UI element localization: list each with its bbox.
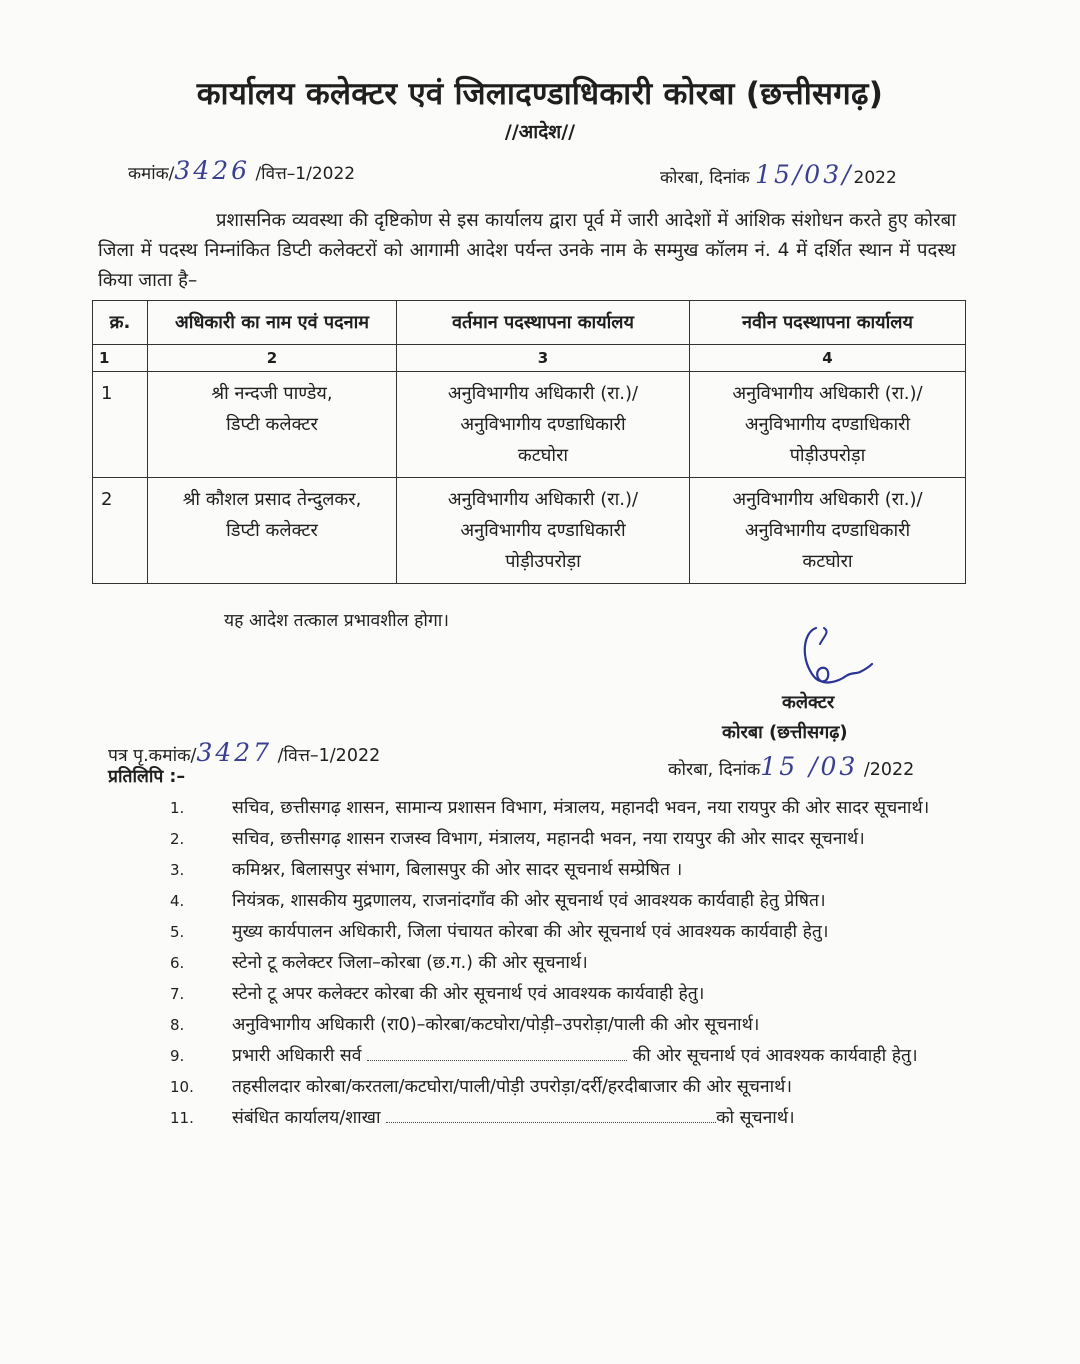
signatory-designation: कलेक्टर (782, 692, 835, 713)
new-posting-cell (690, 372, 966, 478)
copy-date-line (668, 752, 914, 781)
list-item-text (232, 1042, 950, 1070)
new-posting-line: कटघोरा (802, 551, 853, 572)
list-item-text: मुख्य कार्यपालन अधिकारी, जिला पंचायत कोरबा की ओर सूचनार्थ एवं आवश्यक कार्यवाही हेतु। (232, 922, 829, 942)
copy-number-handwritten: 3427 (196, 738, 273, 767)
column-number: 3 (397, 345, 690, 372)
current-posting-cell (397, 372, 690, 478)
officer-cell (148, 372, 397, 478)
current-posting-cell (397, 478, 690, 584)
office-title: कार्यालय कलेक्टर एवं जिलादण्डाधिकारी कोरबा (छत्तीसगढ़) (196, 76, 884, 112)
current-posting-line: अनुविभागीय अधिकारी (रा.)/ (447, 489, 639, 510)
list-item-number: 11. (170, 1109, 194, 1127)
list-item-text: सचिव, छत्तीसगढ़ शासन राजस्व विभाग, मंत्रालय, महानदी भवन, नया रायपुर की ओर सादर सूचनार्थ। (232, 829, 865, 849)
list-item-number: 7. (170, 985, 185, 1003)
list-item-number: 10. (170, 1078, 194, 1096)
table-header-row (93, 301, 966, 345)
list-item-text: नियंत्रक, शासकीय मुद्रणालय, राजनांदगाँव की ओर सूचनार्थ एवं आवश्यक कार्यवाही हेतु प्रेषित। (232, 891, 826, 911)
order-number-suffix: /वित्त–1/2022 (255, 164, 356, 184)
officer-cell (148, 478, 397, 584)
order-date-line (660, 160, 897, 189)
officer-name: श्री नन्दजी पाण्डेय, (211, 383, 333, 404)
copy-heading: प्रतिलिपि :– (108, 767, 186, 787)
list-item-number: 8. (170, 1016, 185, 1034)
order-place-date-label: कोरबा, दिनांक (660, 168, 750, 188)
list-item-number: 5. (170, 923, 185, 941)
list-item (170, 1104, 950, 1132)
list-item (170, 918, 950, 946)
copy-place-date-label: कोरबा, दिनांक (668, 760, 761, 780)
header-new-posting: नवीन पदस्थापना कार्यालय (690, 301, 966, 345)
officer-designation: डिप्टी कलेक्टर (226, 520, 318, 541)
list-item-text: तहसीलदार कोरबा/करतला/कटघोरा/पाली/पोड़ी उपरोड़ा/दर्री/हरदीबाजार की ओर सूचनार्थ। (232, 1077, 792, 1097)
list-item (170, 794, 950, 822)
fill-in-blank (367, 1046, 627, 1061)
copy-number-line (108, 738, 380, 767)
list-item (170, 949, 950, 977)
list-item-text: अनुविभागीय अधिकारी (रा0)–कोरबा/कटघोरा/पोड़ी–उपरोड़ा/पाली की ओर सूचनार्थ। (232, 1015, 760, 1035)
new-posting-line: पोड़ीउपरोड़ा (789, 445, 866, 466)
header-current-posting: वर्तमान पदस्थापना कार्यालय (397, 301, 690, 345)
list-item-text-start: प्रभारी अधिकारी सर्व (232, 1046, 362, 1066)
order-number-line (128, 156, 355, 185)
list-item-number: 4. (170, 892, 185, 910)
list-item-text: सचिव, छत्तीसगढ़ शासन, सामान्य प्रशासन विभाग, मंत्रालय, महानदी भवन, नया रायपुर की ओर सादर सूचनार्थ। (232, 798, 930, 818)
copy-distribution-list (170, 794, 950, 1135)
order-number-prefix: कमांक/ (128, 164, 175, 184)
order-number-handwritten: 3426 (174, 156, 251, 185)
list-item-number: 3. (170, 861, 185, 879)
row-sno: 2 (93, 478, 148, 584)
new-posting-line: अनुविभागीय दण्डाधिकारी (744, 414, 911, 435)
list-item-text: स्टेनो टू अपर कलेक्टर कोरबा की ओर सूचनार्थ एवं आवश्यक कार्यवाही हेतु। (232, 984, 705, 1004)
list-item-number: 9. (170, 1047, 185, 1065)
copy-date-handwritten: 15 /03 (760, 752, 859, 781)
order-heading: //आदेश// (504, 121, 576, 143)
new-posting-line: अनुविभागीय अधिकारी (रा.)/ (732, 383, 923, 404)
list-item (170, 980, 950, 1008)
new-posting-line: अनुविभागीय अधिकारी (रा.)/ (732, 489, 923, 510)
current-posting-line: कटघोरा (517, 445, 569, 466)
effect-statement: यह आदेश तत्काल प्रभावशील होगा। (224, 611, 449, 631)
new-posting-line: अनुविभागीय दण्डाधिकारी (744, 520, 911, 541)
current-posting-line: अनुविभागीय अधिकारी (रा.)/ (447, 383, 639, 404)
header-sno: क्र. (93, 301, 148, 345)
signatory-place: कोरबा (छत्तीसगढ़) (722, 722, 848, 743)
transfer-table (92, 300, 966, 584)
list-item-text: कमिश्नर, बिलासपुर संभाग, बिलासपुर की ओर सादर सूचनार्थ सम्प्रेषित । (232, 860, 683, 880)
header-officer-name: अधिकारी का नाम एवं पदनाम (148, 301, 397, 345)
list-item (170, 825, 950, 853)
column-number: 2 (148, 345, 397, 372)
list-item (170, 887, 950, 915)
list-item-number: 2. (170, 830, 185, 848)
list-item-number: 1. (170, 799, 185, 817)
current-posting-line: अनुविभागीय दण्डाधिकारी (460, 520, 626, 541)
table-row (93, 478, 966, 584)
order-date-handwritten: 15/03/ (755, 160, 854, 189)
list-item-text-end: की ओर सूचनार्थ एवं आवश्यक कार्यवाही हेतु। (632, 1046, 918, 1066)
copy-number-suffix: /वित्त–1/2022 (277, 746, 381, 766)
list-item (170, 856, 950, 884)
fill-in-blank (386, 1108, 716, 1123)
current-posting-line: अनुविभागीय दण्डाधिकारी (460, 414, 626, 435)
table-row (93, 372, 966, 478)
column-number-row (93, 345, 966, 372)
current-posting-line: पोड़ीउपरोड़ा (505, 551, 581, 572)
list-item (170, 1073, 950, 1101)
list-item-number: 6. (170, 954, 185, 972)
column-number: 4 (690, 345, 966, 372)
list-item (170, 1042, 950, 1070)
officer-designation: डिप्टी कलेक्टर (226, 414, 318, 435)
order-body-paragraph: प्रशासनिक व्यवस्था की दृष्टिकोण से इस कार्यालय द्वारा पूर्व में जारी आदेशों में आंशिक संशोधन करते हुए कोरबा जिला में पदस्थ निम्नांकित डिप्टी कलेक्टरों को आगामी आदेश पर्यन्त उनके नाम के सम्मुख कॉलम नं. 4 में दर्शित स्थान में पदस्थ किया जाता है– (98, 210, 956, 291)
row-sno: 1 (93, 372, 148, 478)
new-posting-cell (690, 478, 966, 584)
column-number: 1 (93, 345, 148, 372)
officer-name: श्री कौशल प्रसाद तेन्दुलकर, (182, 489, 362, 510)
list-item-text-start: संबंधित कार्यालय/शाखा (232, 1108, 381, 1128)
list-item-text: स्टेनो टू कलेक्टर जिला–कोरबा (छ.ग.) की ओर सूचनार्थ। (232, 953, 588, 973)
copy-date-year: /2022 (863, 760, 915, 780)
list-item-text-end: को सूचनार्थ। (716, 1108, 795, 1128)
order-date-year: 2022 (853, 168, 897, 188)
copy-number-prefix: पत्र पृ.कमांक/ (108, 746, 197, 766)
list-item-text (232, 1104, 950, 1132)
list-item (170, 1011, 950, 1039)
